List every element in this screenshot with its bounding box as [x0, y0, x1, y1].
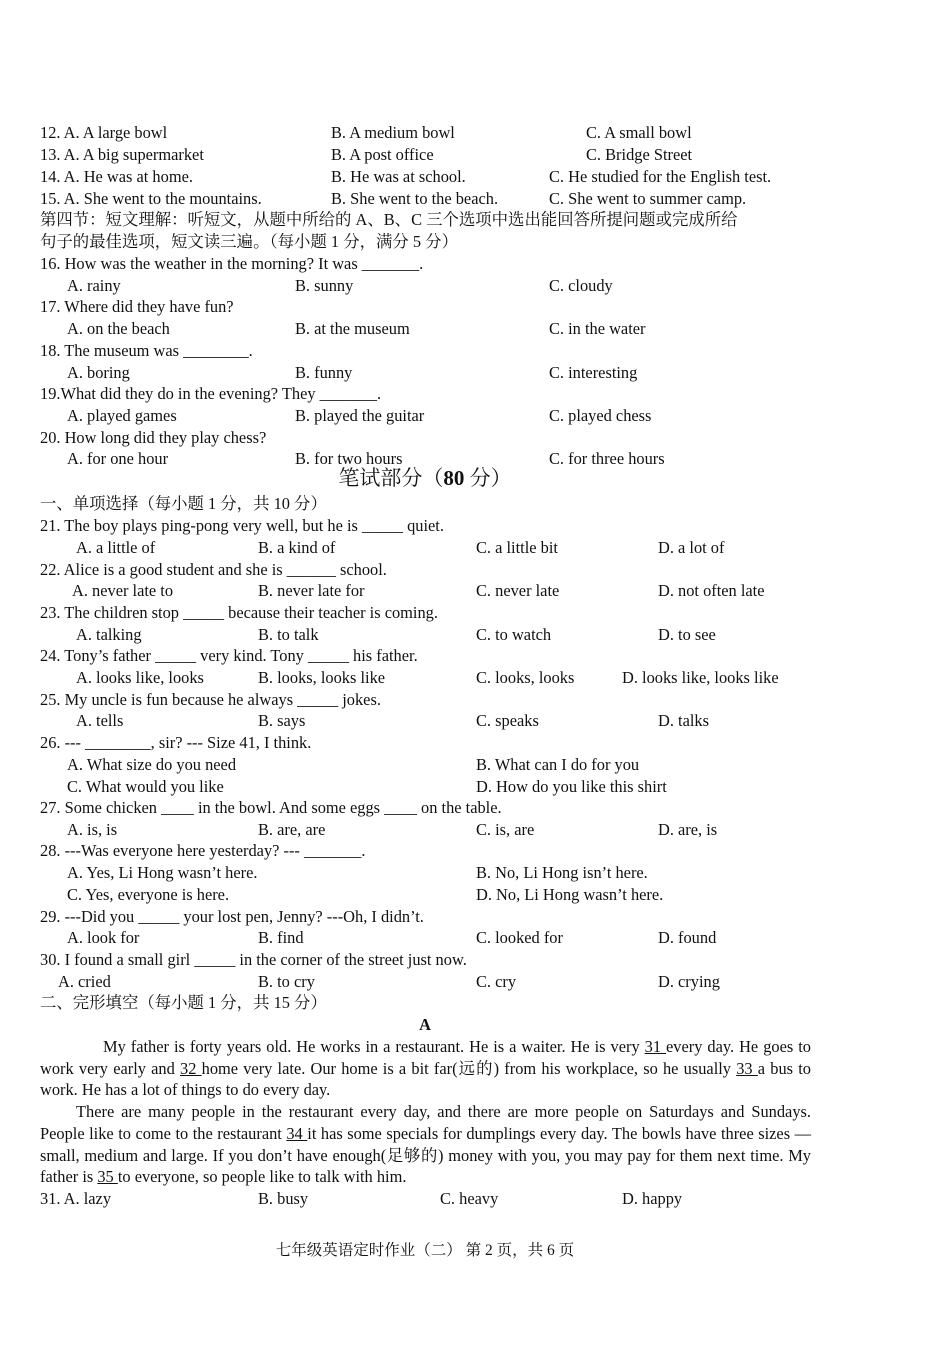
q27-option-d: D. are, is — [658, 820, 718, 839]
question-24: 24. Tony’s father _____ very kind. Tony _____ his father. — [40, 646, 418, 665]
q23-option-c: C. to watch — [476, 625, 552, 644]
section4-instructions-line1: 第四节：短文理解：听短文，从题中所给的 A、B、C 三个选项中选出能回答所提问题或完成所给 — [40, 210, 738, 229]
q22-option-d: D. not often late — [658, 581, 765, 600]
question-13: 13. A. A big supermarket — [40, 145, 204, 164]
para1-text-3: home very late. Our home is a bit far(远的) from his workplace, so he usually — [201, 1058, 737, 1078]
q23-option-a: A. talking — [76, 625, 142, 644]
q21-option-d: D. a lot of — [658, 538, 725, 557]
q20-option-a: A. for one hour — [67, 449, 169, 468]
question-26: 26. --- ________, sir? --- Size 41, I think. — [40, 733, 312, 752]
q23-option-b: B. to talk — [258, 625, 319, 644]
q14-option-b: B. He was at school. — [331, 167, 466, 186]
question-23: 23. The children stop _____ because their teacher is coming. — [40, 603, 438, 622]
written-title-unit: 分） — [464, 466, 512, 490]
q30-option-c: C. cry — [476, 972, 517, 991]
question-30: 30. I found a small girl _____ in the corner of the street just now. — [40, 950, 467, 969]
q22-option-c: C. never late — [476, 581, 560, 600]
q12-option-a: 12. A. A large bowl — [40, 123, 168, 142]
q13-option-b: B. A post office — [331, 145, 434, 164]
q19-option-a: A. played games — [67, 406, 177, 425]
question-16: 16. How was the weather in the morning? It was _______. — [40, 254, 424, 273]
q18-option-a: A. boring — [67, 363, 130, 382]
blank-34: 34 — [286, 1123, 308, 1143]
q17-option-b: B. at the museum — [295, 319, 410, 338]
paragraph-2 — [40, 1101, 811, 1188]
q27-option-a: A. is, is — [67, 820, 118, 839]
question-19: 19.What did they do in the evening? They _______. — [40, 384, 382, 403]
q25-option-c: C. speaks — [476, 711, 539, 730]
q29-option-b: B. find — [258, 928, 304, 947]
question-25: 25. My uncle is fun because he always _____ jokes. — [40, 690, 381, 709]
q28-option-b: B. No, Li Hong isn’t here. — [476, 863, 648, 882]
question-29: 29. ---Did you _____ your lost pen, Jenny? ---Oh, I didn’t. — [40, 907, 424, 926]
q26-option-c: C. What would you like — [67, 777, 224, 796]
q20-option-c: C. for three hours — [549, 449, 665, 468]
para1-text-2: every day. He goes to work very early and — [40, 1037, 811, 1078]
blank-33: 33 — [736, 1058, 758, 1078]
q15-option-b: B. She went to the beach. — [331, 189, 499, 208]
q30-option-a: A. cried — [58, 972, 111, 991]
q15-option-c: C. She went to summer camp. — [549, 189, 747, 208]
q22-option-a: A. never late to — [72, 581, 174, 600]
para2-text-2: it has some specials for dumplings every day. The bowls have three sizes —small, medium and large. If you don’t have enough(足够的) money with you, you may pay for them next time. My father is — [40, 1123, 811, 1187]
part1-heading: 一、单项选择（每小题 1 分，共 10 分） — [40, 494, 327, 513]
para1-text-1: My father is forty years old. He works in a restaurant. He is a waiter. He is very — [103, 1037, 645, 1056]
q23-option-d: D. to see — [658, 625, 716, 644]
q24-option-c: C. looks, looks — [476, 668, 575, 687]
q26-option-d: D. How do you like this shirt — [476, 777, 667, 796]
q30-option-b: B. to cry — [258, 972, 315, 991]
written-part-title — [0, 465, 850, 491]
q25-option-d: D. talks — [658, 711, 709, 730]
q26-option-a: A. What size do you need — [67, 755, 237, 774]
blank-35: 35 — [97, 1167, 118, 1187]
q29-option-c: C. looked for — [476, 928, 563, 947]
passage-label: A — [419, 1015, 431, 1034]
q30-option-d: D. crying — [658, 972, 720, 991]
blank-31: 31 — [644, 1037, 667, 1056]
question-15: 15. A. She went to the mountains. — [40, 189, 262, 208]
q18-option-c: C. interesting — [549, 363, 638, 382]
question-22: 22. Alice is a good student and she is ______ school. — [40, 560, 387, 579]
q17-option-a: A. on the beach — [67, 319, 170, 338]
para2-text-1: There are many people in the restaurant every day, and there are more people on Saturdays and Sundays. People like to come to the restaurant — [40, 1102, 811, 1143]
para2-text-3: to everyone, so people like to talk with him. — [117, 1167, 407, 1187]
q26-option-b: B. What can I do for you — [476, 755, 640, 774]
q21-option-a: A. a little of — [76, 538, 156, 557]
q24-option-d: D. looks like, looks like — [622, 668, 779, 687]
q13-option-c: C. Bridge Street — [586, 145, 693, 164]
q27-option-b: B. are, are — [258, 820, 326, 839]
q27-option-c: C. is, are — [476, 820, 535, 839]
section4-instructions-line2: 句子的最佳选项，短文读三遍。（每小题 1 分，满分 5 分） — [40, 232, 458, 251]
question-20: 20. How long did they play chess? — [40, 428, 267, 447]
q20-option-b: B. for two hours — [295, 449, 403, 468]
q21-option-c: C. a little bit — [476, 538, 558, 557]
q18-option-b: B. funny — [295, 363, 353, 382]
question-18: 18. The museum was ________. — [40, 341, 253, 360]
q29-option-d: D. found — [658, 928, 717, 947]
q28-option-a: A. Yes, Li Hong wasn’t here. — [67, 863, 258, 882]
question-28: 28. ---Was everyone here yesterday? --- _______. — [40, 841, 366, 860]
q17-option-c: C. in the water — [549, 319, 646, 338]
part2-heading: 二、完形填空（每小题 1 分，共 15 分） — [40, 993, 327, 1012]
q19-option-c: C. played chess — [549, 406, 652, 425]
q31-option-c: C. heavy — [440, 1189, 499, 1208]
q19-option-b: B. played the guitar — [295, 406, 425, 425]
q25-option-a: A. tells — [76, 711, 124, 730]
question-31: 31. A. lazy — [40, 1189, 112, 1208]
q16-option-b: B. sunny — [295, 276, 354, 295]
question-14: 14. A. He was at home. — [40, 167, 193, 186]
q31-option-b: B. busy — [258, 1189, 309, 1208]
q12-option-b: B. A medium bowl — [331, 123, 455, 142]
question-17: 17. Where did they have fun? — [40, 297, 234, 316]
question-21: 21. The boy plays ping-pong very well, but he is _____ quiet. — [40, 516, 444, 535]
written-title-text: 笔试部分（ — [338, 466, 444, 490]
passage-a — [40, 1036, 811, 1188]
q16-option-a: A. rainy — [67, 276, 121, 295]
question-12 — [40, 122, 167, 143]
page-footer: 七年级英语定时作业（二） 第 2 页，共 6 页 — [275, 1242, 575, 1259]
q12-option-c: C. A small bowl — [586, 123, 692, 142]
q25-option-b: B. says — [258, 711, 306, 730]
question-27: 27. Some chicken ____ in the bowl. And some eggs ____ on the table. — [40, 798, 502, 817]
q14-option-c: C. He studied for the English test. — [549, 167, 772, 186]
blank-32: 32 — [180, 1058, 202, 1078]
q28-option-d: D. No, Li Hong wasn’t here. — [476, 885, 664, 904]
q24-option-a: A. looks like, looks — [76, 668, 204, 687]
q28-option-c: C. Yes, everyone is here. — [67, 885, 230, 904]
q22-option-b: B. never late for — [258, 581, 365, 600]
q31-option-d: D. happy — [622, 1189, 683, 1208]
written-title-score: 80 — [443, 466, 465, 490]
q16-option-c: C. cloudy — [549, 276, 613, 295]
q24-option-b: B. looks, looks like — [258, 668, 386, 687]
q21-option-b: B. a kind of — [258, 538, 336, 557]
q29-option-a: A. look for — [67, 928, 140, 947]
para1-text-4: a bus to work. He has a lot of things to do every day. — [40, 1058, 811, 1100]
paragraph-1 — [40, 1036, 811, 1101]
